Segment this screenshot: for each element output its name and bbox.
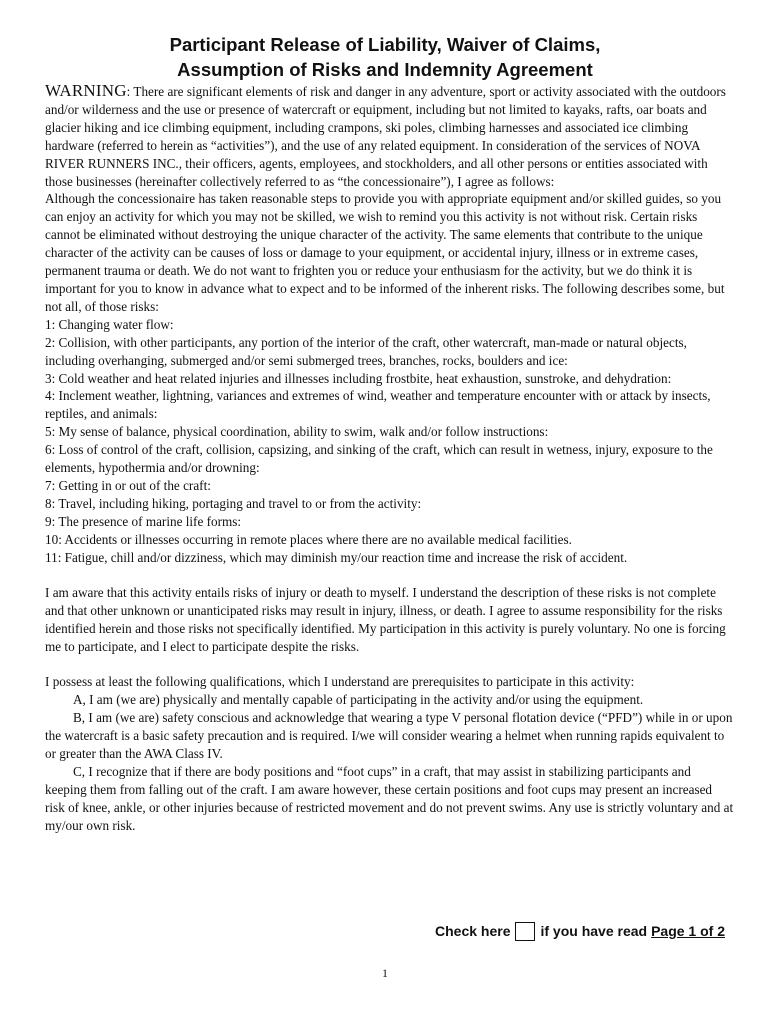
document-title-line-2: Assumption of Risks and Indemnity Agreement [177, 59, 593, 80]
risk-item: 3: Cold weather and heat related injuries and illnesses including frostbite, heat exhaustion, sunstroke, and dehydration: [45, 370, 672, 386]
check-suffix-text: if you have read [540, 923, 648, 939]
document-body [45, 82, 735, 834]
qualification-item: B, I am (we are) safety conscious and acknowledge that wearing a type V personal flotation device (“PFD”) while in or upon the watercraft is a basic safety precaution and is required. I/we will consider wearing a helmet when running rapids equivalent to or greater than the AWA Class IV. [45, 710, 733, 761]
warning-paragraph [45, 82, 735, 190]
qualification-item: A, I am (we are) physically and mentally capable of participating in the activity and/or using the equipment. [73, 692, 644, 708]
warning-label: WARNING [45, 81, 127, 100]
read-confirmation-line [435, 920, 725, 942]
risk-item: 5: My sense of balance, physical coordination, ability to swim, walk and/or follow instructions: [45, 424, 549, 440]
check-prefix-text: Check here [435, 923, 511, 939]
risk-item: 6: Loss of control of the craft, collision, capsizing, and sinking of the craft, which can result in wetness, injury, exposure to the elements, hypothermia and/or drowning: [45, 442, 713, 476]
risk-item: 1: Changing water flow: [45, 316, 174, 332]
paragraph-spacer [45, 656, 735, 674]
risk-item: 11: Fatigue, chill and/or dizziness, which may diminish my/our reaction time and increase the risk of accident. [45, 549, 628, 565]
document-title-line-1: Participant Release of Liability, Waiver of Claims, [169, 34, 601, 55]
risk-item: 10: Accidents or illnesses occurring in remote places where there are no available medical facilities. [45, 531, 572, 547]
intro-paragraph: Although the concessionaire has taken reasonable steps to provide you with appropriate equipment and/or skilled guides, so you can enjoy an activity for which you may not be skilled, we wish to remind you this activity is not without risk. Certain risks cannot be eliminated without destroying the unique character of the activity. The same elements that contribute to the unique character of the activity can be causes of loss or damage to your equipment, or accidental injury, illness or in extreme cases, permanent trauma or death. We do not want to frighten you or reduce your enthusiasm for the activity, but we do think it is important for you to know in advance what to expect and to be informed of the inherent risks. The following describes some, but not all, of those risks: [45, 191, 725, 314]
risk-item: 9: The presence of marine life forms: [45, 513, 242, 529]
risk-list [45, 316, 735, 567]
page-number: 1 [382, 966, 388, 980]
awareness-paragraph: I am aware that this activity entails risks of injury or death to myself. I understand the description of these risks is not complete and that other unknown or unanticipated risks may result in injury, illness, or death. I agree to assume responsibility for the risks identified herein and those risks not specifically identified. My participation in this activity is purely voluntary. No one is forcing me to participate, and I elect to participate despite the risks. [45, 585, 726, 654]
risk-item: 2: Collision, with other participants, any portion of the interior of the craft, other watercraft, man-made or natural objects, including overhanging, submerged and/or semi submerged trees, branches, rocks, boulders and ice: [45, 334, 687, 368]
paragraph-spacer [45, 566, 735, 584]
risk-item: 8: Travel, including hiking, portaging and travel to or from the activity: [45, 495, 422, 511]
qualification-item: C, I recognize that if there are body positions and “foot cups” in a craft, that may assist in stabilizing participants and keeping them from falling out of the craft. I am aware however, these certain positions and foot cups may present an increased risk of knee, ankle, or other injuries because of restricted movement and do not prevent swims. Any use is strictly voluntary and at my/our own risk. [45, 763, 734, 833]
read-confirmation-checkbox[interactable] [515, 922, 535, 941]
warning-text: : There are significant elements of risk and danger in any adventure, sport or activity associated with the outdoors and/or wilderness and the use or presence of watercraft or equipment, including but not limited to kayaks, rafts, oar boats and glacier hiking and ice climbing equipment, including crampons, ski poles, climbing harnesses and associated ice climbing hardware (referred to herein as “activities”), and the use of any related equipment. In consideration of the services of NOVA RIVER RUNNERS INC., their officers, agents, employees, and stockholders, and all other persons or entities associated with those businesses (hereinafter collectively referred to as “the concessionaire”), I agree as follows: [45, 84, 726, 189]
risk-item: 7: Getting in or out of the craft: [45, 477, 211, 493]
risk-item: 4: Inclement weather, lightning, variances and extremes of wind, weather and temperature encounter with or attack by insects, reptiles, and animals: [45, 388, 711, 422]
page-reference: Page 1 of 2 [651, 923, 725, 939]
qualifications-intro: I possess at least the following qualifications, which I understand are prerequisites to participate in this activity: [45, 674, 635, 690]
